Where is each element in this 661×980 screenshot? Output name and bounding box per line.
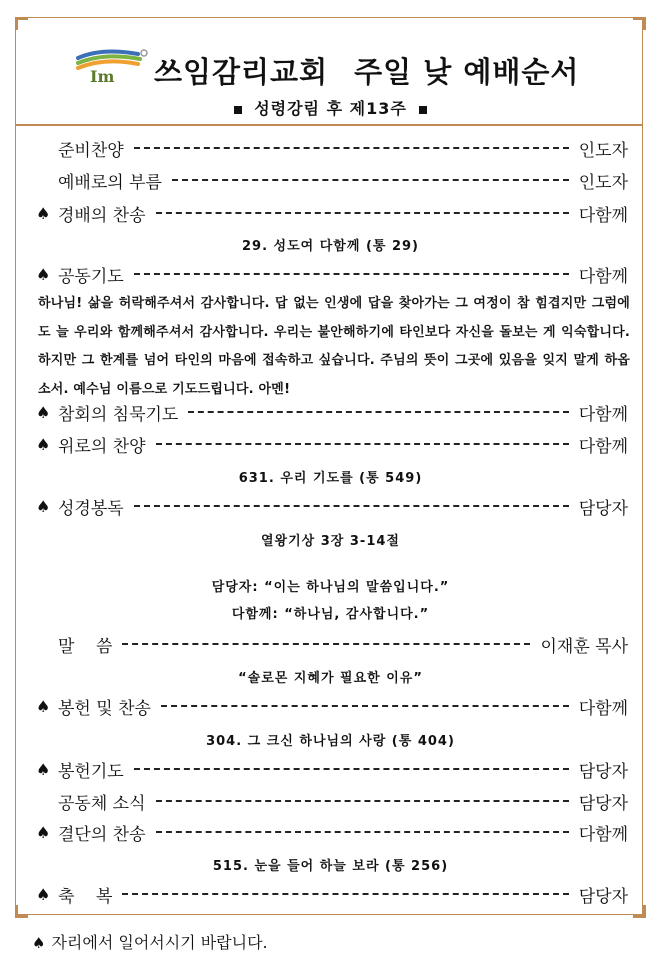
- order-row-scripture-reading: [36, 492, 628, 520]
- week-label: 성령강림 후 제13주: [254, 99, 407, 118]
- service-title: 주일 낮 예배순서: [354, 55, 580, 89]
- order-role: 다함께: [578, 266, 628, 287]
- spade-icon: ♠: [32, 934, 46, 952]
- frame-corner: [15, 905, 28, 918]
- spade-icon: ♠: [36, 203, 51, 223]
- hymn-note: 631. 우리 기도를 (통 549): [238, 471, 423, 486]
- header-divider: [15, 124, 643, 126]
- response-all: 다함께: “하나님, 감사합니다.”: [231, 607, 430, 622]
- order-label: 공동기도: [58, 266, 124, 287]
- order-label: 말 씀: [58, 636, 113, 657]
- spade-icon: ♠: [36, 696, 51, 716]
- order-row-comfort-praise: [36, 430, 628, 458]
- order-row-offering-hymn: [36, 692, 628, 720]
- square-bullet-icon: [419, 106, 427, 114]
- order-label: 공동체 소식: [58, 793, 146, 814]
- leader-dots: [122, 893, 568, 895]
- footer-note: 자리에서 일어서시기 바랍니다.: [51, 933, 268, 952]
- order-row-benediction: [36, 880, 628, 908]
- leader-dots: [122, 643, 530, 645]
- order-label: 성경봉독: [58, 498, 124, 519]
- order-label: 봉헌 및 찬송: [58, 698, 151, 719]
- order-row-sermon: [36, 630, 628, 658]
- order-role: 담당자: [578, 793, 628, 814]
- order-label: 준비찬양: [58, 140, 124, 161]
- order-role: 인도자: [578, 172, 628, 193]
- frame-corner: [15, 17, 28, 30]
- order-row-common-prayer: [36, 260, 628, 288]
- order-role: 담당자: [578, 761, 628, 782]
- order-label: 예배로의 부름: [58, 172, 162, 193]
- leader-dots: [134, 147, 569, 149]
- church-brand: 쓰임: [154, 55, 213, 89]
- leader-dots: [134, 768, 569, 770]
- sermon-title: “솔로몬 지혜가 필요한 이유”: [238, 671, 423, 686]
- leader-dots: [134, 273, 569, 275]
- hymn-note: 515. 눈을 들어 하늘 보라 (통 256): [212, 859, 449, 874]
- frame-corner: [633, 17, 646, 30]
- leader-dots: [156, 443, 569, 445]
- order-label: 경배의 찬송: [58, 205, 146, 226]
- prayer-text: 하나님! 삶을 허락해주셔서 감사합니다. 답 없는 인생에 답을 찾아가는 그 여정이 참 힘겹지만 그럼에도 늘 우리와 함께해주셔서 감사합니다. 우리는 불안해하기에 타인보다 자신을 돌보는 게 익숙합니다. 하지만 그 한계를 넘어 타인의 마음에 접속하고 싶습니다. 주님의 뜻이 그곳에 있음을 잊지 말게 하옵소서. 예수님 이름으로 기도드립니다. 아멘!: [38, 296, 630, 397]
- order-label: 위로의 찬양: [58, 436, 146, 457]
- logo-text: Im: [90, 67, 115, 84]
- leader-dots: [134, 505, 569, 507]
- order-label: 축 복: [58, 886, 113, 907]
- square-bullet-icon: [234, 106, 242, 114]
- hymn-note: 29. 성도여 다함께 (통 29): [241, 239, 419, 254]
- hymn-note: 304. 그 크신 하나님의 사랑 (통 404): [206, 734, 455, 749]
- order-role: 다함께: [578, 404, 628, 425]
- order-role: 담당자: [578, 498, 628, 519]
- frame-corner: [633, 905, 646, 918]
- order-row-offering-prayer: [36, 755, 628, 783]
- order-role: 담당자: [578, 886, 628, 907]
- spade-icon: ♠: [36, 264, 51, 284]
- spade-icon: ♠: [36, 884, 51, 904]
- order-row-decision-hymn: [36, 818, 628, 846]
- order-label: 참회의 침묵기도: [58, 404, 179, 425]
- spade-icon: ♠: [36, 496, 51, 516]
- order-row-call-to-worship: [36, 166, 628, 194]
- order-row-silent-confession: [36, 398, 628, 426]
- leader-dots: [161, 705, 569, 707]
- leader-dots: [156, 831, 569, 833]
- spade-icon: ♠: [36, 402, 51, 422]
- order-label: 결단의 찬송: [58, 824, 146, 845]
- leader-dots: [172, 179, 569, 181]
- page-title: [154, 50, 579, 91]
- order-row-community-news: [36, 787, 628, 815]
- order-role: 다함께: [578, 824, 628, 845]
- leader-dots: [156, 800, 569, 802]
- preacher-name: 이재훈 목사: [540, 636, 628, 657]
- spade-icon: ♠: [36, 759, 51, 779]
- order-role: 다함께: [578, 205, 628, 226]
- standing-note: [32, 930, 268, 953]
- order-role: 다함께: [578, 436, 628, 457]
- order-row-hymn-of-praise: [36, 199, 628, 227]
- leader-dots: [156, 212, 569, 214]
- church-logo: [76, 44, 156, 84]
- order-row-preparation-praise: [36, 134, 628, 162]
- response-leader: 담당자: “이는 하나님의 말씀입니다.”: [211, 580, 450, 595]
- order-label: 봉헌기도: [58, 761, 124, 782]
- order-role: 다함께: [578, 698, 628, 719]
- spade-icon: ♠: [36, 822, 51, 842]
- order-role: 인도자: [578, 140, 628, 161]
- liturgical-week: [0, 96, 661, 119]
- scripture-reference: 열왕기상 3장 3-14절: [261, 534, 400, 549]
- church-name: 감리교회: [212, 55, 329, 89]
- spade-icon: ♠: [36, 434, 51, 454]
- leader-dots: [188, 411, 568, 413]
